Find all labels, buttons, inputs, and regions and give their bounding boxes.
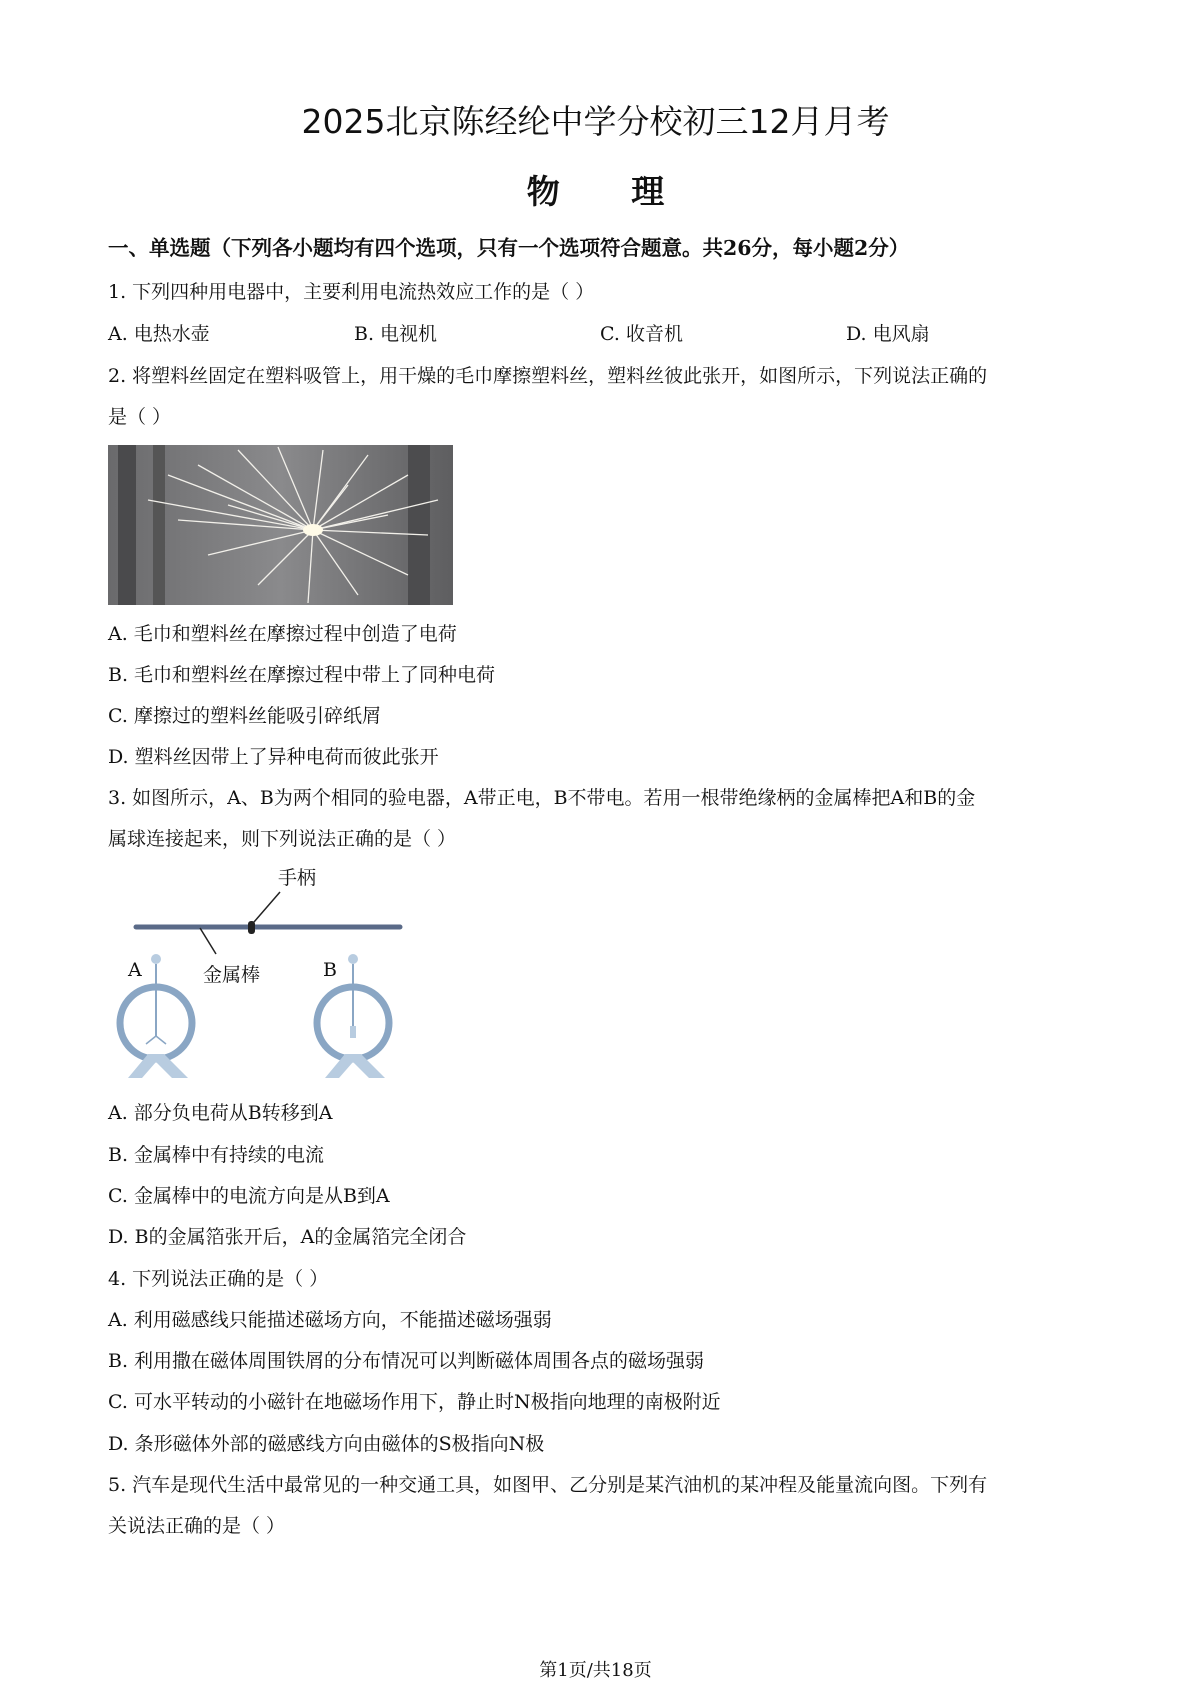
question-5-stem: 5. 汽车是现代生活中最常见的一种交通工具，如图甲、乙分别是某汽油机的某冲程及能量流向图。下列有: [108, 1474, 988, 1496]
handle-label: 手柄: [278, 867, 317, 889]
metal-rod-label: 金属棒: [203, 964, 261, 986]
q1-option-a: A. 电热水壶: [108, 323, 210, 345]
question-2-stem: 2. 将塑料丝固定在塑料吸管上，用干燥的毛巾摩擦塑料丝，塑料丝彼此张开，如图所示，下列说法正确的: [108, 365, 988, 387]
q3-option-a: A. 部分负电荷从B转移到A: [108, 1102, 333, 1124]
q2-option-a: A. 毛巾和塑料丝在摩擦过程中创造了电荷: [108, 623, 457, 645]
q4-option-d: D. 条形磁体外部的磁感线方向由磁体的S极指向N极: [108, 1433, 545, 1455]
question-3-stem: 3. 如图所示，A、B为两个相同的验电器，A带正电，B不带电。若用一根带绝缘柄的金属棒把A和B的金: [108, 787, 976, 809]
q2-option-b: B. 毛巾和塑料丝在摩擦过程中带上了同种电荷: [108, 664, 496, 686]
electroscope-figure: [108, 866, 408, 1088]
question-3-stem-cont: 属球连接起来，则下列说法正确的是（ ）: [108, 828, 457, 850]
q3-option-b: B. 金属棒中有持续的电流: [108, 1144, 325, 1166]
q4-option-c: C. 可水平转动的小磁针在地磁场作用下，静止时N极指向地理的南极附近: [108, 1391, 721, 1413]
question-2-stem-cont: 是（ ）: [108, 406, 172, 428]
plastic-strands-photo: [108, 445, 453, 605]
question-4-stem: 4. 下列说法正确的是（ ）: [108, 1268, 329, 1290]
q2-option-d: D. 塑料丝因带上了异种电荷而彼此张开: [108, 746, 439, 768]
electroscope-a-label: A: [128, 959, 142, 981]
electroscope-b-label: B: [323, 959, 337, 981]
q1-option-b: B. 电视机: [354, 323, 438, 345]
q3-option-d: D. B的金属箔张开后，A的金属箔完全闭合: [108, 1226, 467, 1248]
q3-option-c: C. 金属棒中的电流方向是从B到A: [108, 1185, 390, 1207]
section-heading: 一、单选题（下列各小题均有四个选项，只有一个选项符合题意。共26分，每小题2分）: [108, 236, 910, 260]
exam-title: 2025北京陈经纶中学分校初三12月月考: [301, 102, 890, 141]
q1-option-c: C. 收音机: [600, 323, 683, 345]
question-1-stem: 1. 下列四种用电器中，主要利用电流热效应工作的是（ ）: [108, 281, 595, 303]
subject-title: 物 理: [526, 172, 665, 211]
question-5-stem-cont: 关说法正确的是（ ）: [108, 1515, 286, 1537]
q2-option-c: C. 摩擦过的塑料丝能吸引碎纸屑: [108, 705, 381, 727]
q4-option-a: A. 利用磁感线只能描述磁场方向，不能描述磁场强弱: [108, 1309, 552, 1331]
q1-option-d: D. 电风扇: [846, 323, 930, 345]
page-footer: 第1页/共18页: [539, 1660, 652, 1681]
q4-option-b: B. 利用撒在磁体周围铁屑的分布情况可以判断磁体周围各点的磁场强弱: [108, 1350, 705, 1372]
